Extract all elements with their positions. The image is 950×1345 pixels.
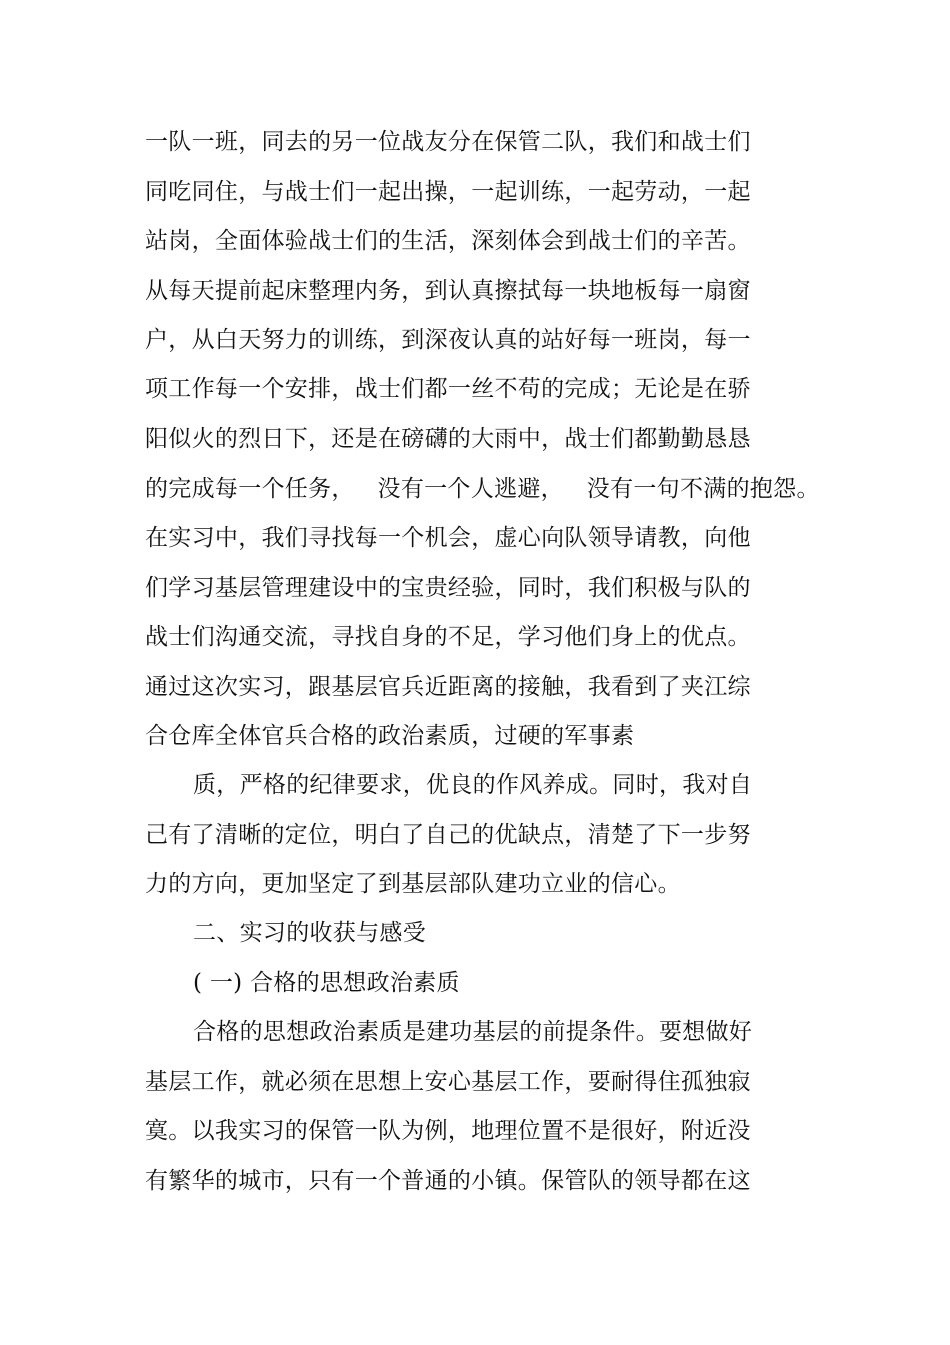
text-line: 阳似火的烈日下，还是在磅礴的大雨中，战士们都勤勤恳恳 (145, 426, 751, 452)
subsection-heading: ( 一) 合格的思想政治素质 (193, 970, 460, 996)
text-line: 在实习中，我们寻找每一个机会，虚心向队领导请教，向他 (145, 525, 751, 551)
text-line: 基层工作，就必须在思想上安心基层工作，要耐得住孤独寂 (145, 1069, 751, 1095)
text-line: 通过这次实习，跟基层官兵近距离的接触，我看到了夹江综 (145, 674, 751, 700)
text-line: 们学习基层管理建设中的宝贵经验，同时，我们积极与队的 (145, 575, 751, 601)
text-line: 同吃同住，与战士们一起出操，一起训练，一起劳动，一起 (145, 179, 751, 205)
text-line: 站岗，全面体验战士们的生活，深刻体会到战士们的辛苦。 (145, 228, 751, 254)
text-line: 从每天提前起床整理内务，到认真擦拭每一块地板每一扇窗 (145, 278, 751, 304)
text-line: 质，严格的纪律要求，优良的作风养成。同时，我对自 (193, 772, 753, 798)
text-line: 项工作每一个安排，战士们都一丝不苟的完成；无论是在骄 (145, 376, 751, 402)
text-line: 己有了清晰的定位，明白了自己的优缺点，清楚了下一步努 (145, 822, 751, 848)
text-line: 战士们沟通交流，寻找自身的不足，学习他们身上的优点。 (145, 624, 751, 650)
text-line: 户，从白天努力的训练，到深夜认真的站好每一班岗，每一 (145, 327, 751, 353)
text-line: 的完成每一个任务， 没有一个人逃避， 没有一句不满的抱怨。 (145, 476, 820, 502)
text-line: 寞。以我实习的保管一队为例，地理位置不是很好，附近没 (145, 1118, 751, 1144)
text-line: 一队一班，同去的另一位战友分在保管二队，我们和战士们 (145, 129, 751, 155)
text-line: 合格的思想政治素质是建功基层的前提条件。要想做好 (193, 1019, 753, 1045)
text-line: 有繁华的城市，只有一个普通的小镇。保管队的领导都在这 (145, 1168, 751, 1194)
text-line: 力的方向，更加坚定了到基层部队建功立业的信心。 (145, 871, 681, 897)
section-heading: 二、实习的收获与感受 (193, 920, 426, 946)
text-line: 合仓库全体官兵合格的政治素质，过硬的军事素 (145, 723, 635, 749)
